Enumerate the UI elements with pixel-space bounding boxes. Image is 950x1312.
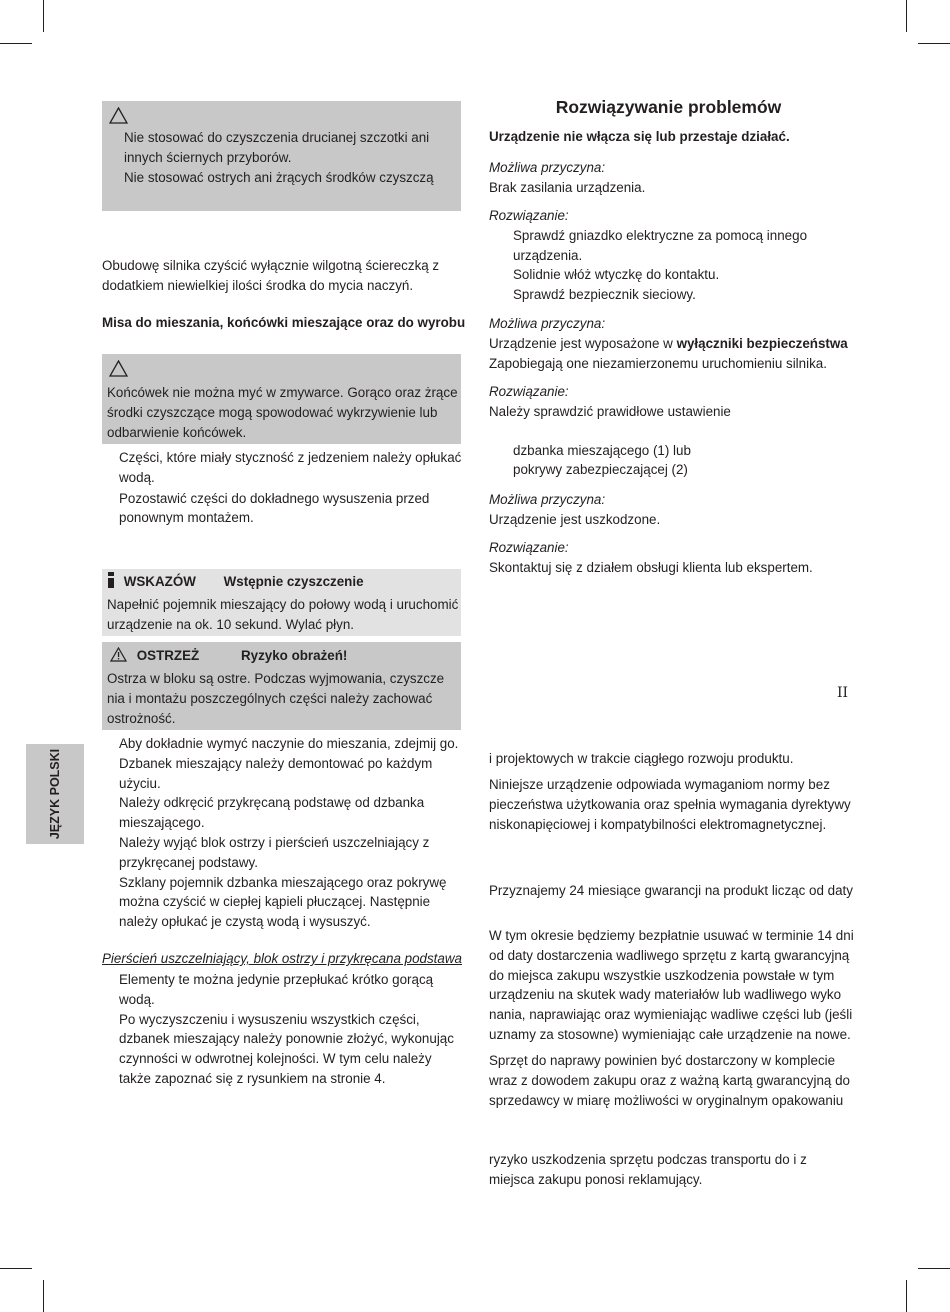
solution-item: Solidnie włóż wtyczkę do kontaktu. bbox=[513, 267, 720, 283]
caution-line: Końcówek nie można myć w zmywarce. Gorąco oraz żrące bbox=[107, 385, 458, 400]
cause-label: Możliwa przyczyna: bbox=[489, 316, 606, 331]
paragraph-line: sprzedawcy w miarę możliwości w oryginalnym opakowaniu bbox=[489, 1092, 844, 1108]
solution-item: Sprawdź gniazdko elektryczne za pomocą innego bbox=[513, 227, 808, 243]
note-box-precleaning bbox=[102, 569, 461, 636]
cause-text: Zapobiegają one niezamierzonemu uruchomieniu silnika. bbox=[489, 355, 827, 371]
seal-section-heading: Pierścień uszczelniający, blok ostrzy i przykręcana podstawa bbox=[102, 951, 462, 966]
warning-triangle-outline-icon bbox=[109, 360, 128, 377]
bowl-section-heading: Misa do mieszania, końcówki mieszające oraz do wyrobu bbox=[102, 315, 466, 330]
list-item: dzbanek mieszający należy ponownie złożyć, wykonując bbox=[119, 1031, 454, 1047]
caution-line: innych ściernych przyborów. bbox=[124, 149, 292, 165]
cause-text: Brak zasilania urządzenia. bbox=[489, 179, 646, 195]
warning-label: OSTRZEŻ bbox=[136, 648, 200, 663]
info-icon bbox=[108, 572, 114, 588]
list-item: Należy wyjąć blok ostrzy i pierścień uszczelniający z bbox=[119, 834, 430, 850]
list-item: Pozostawić części do dokładnego wysuszenia przed bbox=[119, 490, 430, 506]
seal-cleaning-instructions bbox=[119, 970, 454, 1089]
list-item: Dzbanek mieszający należy demontować po każdym bbox=[119, 755, 433, 771]
list-item: wodą. bbox=[119, 469, 155, 485]
solution-block-2 bbox=[489, 382, 731, 480]
crop-mark bbox=[43, 0, 44, 32]
cause-block-3 bbox=[489, 490, 660, 530]
paragraph-line: uznamy za stosowne) wymieniając całe urządzenie na nowe. bbox=[489, 1026, 851, 1042]
solution-block-1 bbox=[489, 206, 807, 305]
solution-item: pokrywy zabezpieczającej (2) bbox=[513, 462, 688, 478]
transport-risk-paragraph bbox=[489, 1150, 807, 1190]
list-item: Należy odkręcić przykręcaną podstawę od dzbanka bbox=[119, 795, 425, 811]
list-item: należy opłukać je czystą wodą i wysuszyć. bbox=[119, 914, 371, 930]
cause-text bbox=[489, 334, 848, 354]
solution-block-3 bbox=[489, 538, 813, 578]
paragraph-line: W tym okresie będziemy bezpłatnie usuwać w terminie 14 dni bbox=[489, 928, 854, 943]
warning-line: Ostrza w bloku są ostre. Podczas wyjmowania, czyszcze bbox=[107, 671, 445, 686]
warning-title: Ryzyko obrażeń! bbox=[240, 648, 348, 663]
troubleshooting-subtitle: Urządzenie nie włącza się lub przestaje działać. bbox=[489, 129, 790, 144]
caution-line: środki czyszczące mogą spowodować wykrzywienie lub bbox=[107, 404, 438, 420]
crop-mark bbox=[906, 0, 907, 32]
note-line: urządzenie na ok. 10 sekund. Wylać płyn. bbox=[107, 616, 355, 632]
paragraph-line: ryzyko uszkodzenia sprzętu podczas transportu do i z bbox=[489, 1152, 807, 1167]
caution-box-dishwasher bbox=[102, 354, 461, 444]
list-item: także zapoznać się z rysunkiem na stronie 4. bbox=[119, 1070, 386, 1086]
motor-cleaning-paragraph bbox=[102, 256, 439, 296]
paragraph-line: Niniejsze urządzenie odpowiada wymaganiom normy bez bbox=[489, 777, 830, 792]
warning-triangle-outline-icon bbox=[109, 107, 128, 124]
crop-mark bbox=[918, 1268, 950, 1269]
cause-text-prefix: Urządzenie jest wyposażone w bbox=[489, 335, 677, 351]
cause-label: Możliwa przyczyna: bbox=[489, 160, 606, 175]
list-item: Po wyczyszczeniu i wysuszeniu wszystkich części, bbox=[119, 1011, 420, 1027]
solution-label: Rozwiązanie: bbox=[489, 540, 569, 555]
paragraph-line: miejsca zakupu ponosi reklamujący. bbox=[489, 1171, 703, 1187]
cause-block-1 bbox=[489, 158, 645, 198]
paragraph-line: pieczeństwa użytkowania oraz spełnia wymagania dyrektywy bbox=[489, 796, 851, 812]
solution-label: Rozwiązanie: bbox=[489, 384, 569, 399]
list-item: można czyścić w ciepłej kąpieli płuczącej. Następnie bbox=[119, 894, 431, 910]
caution-box-cleaning-tools bbox=[102, 101, 461, 211]
warning-box-injury bbox=[102, 642, 461, 730]
solution-text: Należy sprawdzić prawidłowe ustawienie bbox=[489, 403, 731, 419]
list-item: wodą. bbox=[119, 991, 155, 1007]
warning-line: nia i montażu poszczególnych części należy zachować bbox=[107, 690, 433, 706]
crop-mark bbox=[0, 1268, 32, 1269]
warning-triangle-exclamation-icon bbox=[110, 647, 127, 662]
note-line: Napełnić pojemnik mieszający do połowy wodą i uruchomić bbox=[107, 597, 459, 612]
norm-paragraph bbox=[489, 775, 851, 834]
crop-mark bbox=[906, 1280, 907, 1312]
list-item: Części, które miały styczność z jedzeniem należy opłukać bbox=[119, 450, 462, 465]
list-item: Elementy te można jedynie przepłukać krótko gorącą bbox=[119, 972, 434, 987]
solution-label: Rozwiązanie: bbox=[489, 208, 569, 223]
note-title: Wstępnie czyszczenie bbox=[223, 574, 364, 589]
list-item: Szklany pojemnik dzbanka mieszającego oraz pokrywę bbox=[119, 874, 447, 890]
paragraph-line: niskonapięciowej i kompatybilności elektromagnetycznej. bbox=[489, 816, 827, 832]
list-item: ponownym montażem. bbox=[119, 510, 254, 526]
troubleshooting-title: Rozwiązywanie problemów bbox=[555, 97, 782, 117]
crop-mark bbox=[43, 1280, 44, 1312]
cause-block-2 bbox=[489, 314, 848, 373]
list-item: Aby dokładnie wymyć naczynie do mieszania, zdejmij go. bbox=[119, 736, 459, 751]
list-item: mieszającego. bbox=[119, 815, 205, 831]
caution-line: Nie stosować do czyszczenia drucianej szczotki ani bbox=[124, 130, 430, 145]
warranty-line: Przyznajemy 24 miesiące gwarancji na produkt licząc od daty bbox=[489, 883, 853, 898]
jug-cleaning-instructions bbox=[119, 734, 458, 932]
cause-text: Urządzenie jest uszkodzone. bbox=[489, 511, 661, 527]
rinse-instructions bbox=[119, 448, 461, 528]
paragraph-line: dodatkiem niewielkiej ilości środka do mycia naczyń. bbox=[102, 277, 414, 293]
solution-item: Sprawdź bezpiecznik sieciowy. bbox=[513, 287, 696, 303]
paragraph-line: Obudowę silnika czyścić wyłącznie wilgotną ściereczką z bbox=[102, 258, 440, 273]
language-tab-label: JĘZYK POLSKI bbox=[48, 748, 62, 840]
crop-mark bbox=[0, 43, 32, 44]
paragraph-line: wraz z dowodem zakupu oraz z ważną kartą gwarancyjną do bbox=[489, 1072, 850, 1088]
paragraph-line: Sprzęt do naprawy powinien być dostarczony w komplecie bbox=[489, 1053, 836, 1068]
paragraph-line: do miejsca zakupu wszystkie uszkodzenia powstałe w tym bbox=[489, 967, 835, 983]
cause-text-bold: wyłączniki bezpieczeństwa bbox=[676, 335, 848, 351]
caution-line: odbarwienie końcówek. bbox=[107, 424, 247, 440]
note-label: WSKAZÓW bbox=[123, 574, 196, 589]
solution-text: Skontaktuj się z działem obsługi klienta lub ekspertem. bbox=[489, 559, 813, 575]
cause-label: Możliwa przyczyna: bbox=[489, 492, 606, 507]
paragraph-line: nania, naprawiając oraz wymieniając wadliwe części lub (jeśli bbox=[489, 1007, 853, 1023]
paragraph-line: od daty dostarczenia wadliwego sprzętu z kartą gwarancyjną bbox=[489, 947, 850, 963]
paragraph-line: urządzeniu na skutek wady materiałów lub wadliwego wyko bbox=[489, 987, 842, 1003]
warning-line: ostrożność. bbox=[107, 710, 176, 726]
solution-item: urządzenia. bbox=[513, 247, 583, 263]
roman-numeral-marker: II bbox=[837, 685, 849, 701]
warranty-period-paragraph bbox=[489, 926, 854, 1045]
list-item: przykręcanej podstawy. bbox=[119, 854, 258, 870]
caution-line: Nie stosować ostrych ani żrących środków czyszczą bbox=[124, 169, 434, 185]
list-item: użyciu. bbox=[119, 775, 161, 791]
development-line: i projektowych w trakcie ciągłego rozwoju produktu. bbox=[489, 751, 794, 766]
list-item: czynności w odwrotnej kolejności. W tym celu należy bbox=[119, 1051, 432, 1067]
solution-item: dzbanka mieszającego (1) lub bbox=[513, 442, 691, 458]
repair-paragraph bbox=[489, 1051, 850, 1110]
language-tab bbox=[26, 744, 84, 844]
crop-mark bbox=[918, 43, 950, 44]
